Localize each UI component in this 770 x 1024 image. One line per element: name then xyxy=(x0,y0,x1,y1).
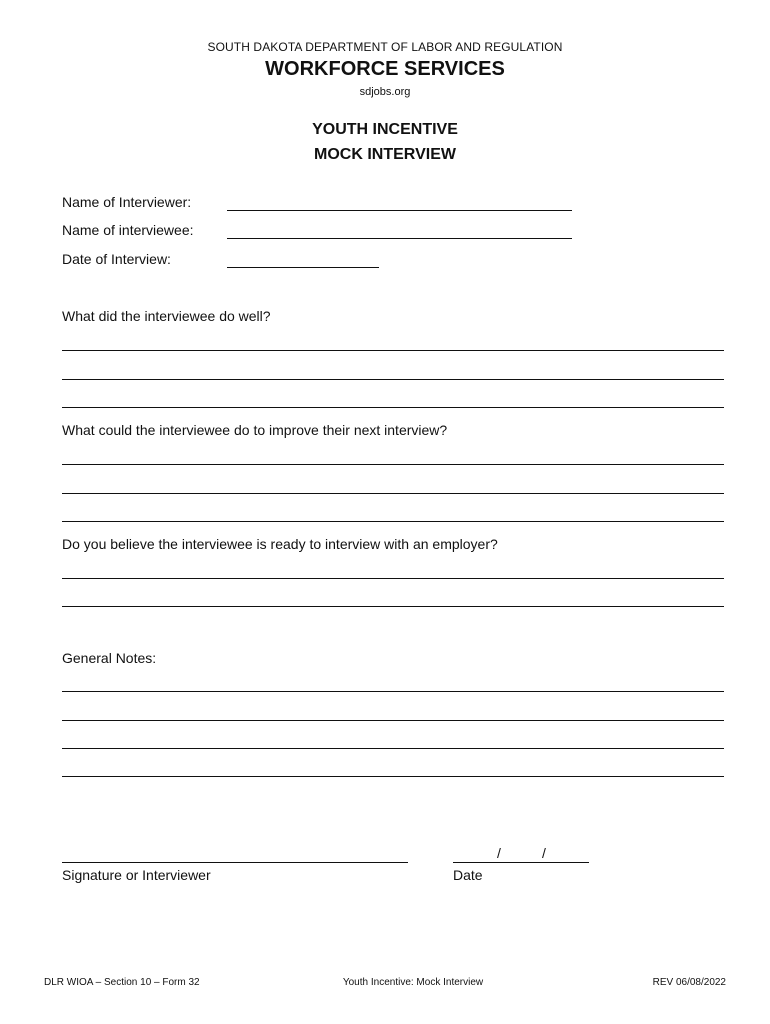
question-improve: What could the interviewee do to improve their next interview? xyxy=(62,422,448,438)
interviewer-name-line[interactable] xyxy=(227,210,572,211)
date-separator: / xyxy=(497,845,501,861)
agency-name: SOUTH DAKOTA DEPARTMENT OF LABOR AND REGULATION xyxy=(207,40,563,54)
answer-line[interactable] xyxy=(62,407,724,408)
answer-line[interactable] xyxy=(62,578,724,579)
footer-title: Youth Incentive: Mock Interview xyxy=(342,977,484,988)
division-name: WORKFORCE SERVICES xyxy=(265,58,505,80)
notes-line[interactable] xyxy=(62,748,724,749)
date-label: Date xyxy=(453,867,483,883)
notes-line[interactable] xyxy=(62,720,724,721)
signature-line[interactable] xyxy=(62,862,408,863)
interviewee-name-label: Name of interviewee: xyxy=(62,222,194,238)
date-separator: / xyxy=(542,845,546,861)
date-line[interactable] xyxy=(453,862,589,863)
interview-date-label: Date of Interview: xyxy=(62,251,171,267)
answer-line[interactable] xyxy=(62,493,724,494)
footer-revision: REV 06/08/2022 xyxy=(652,977,726,988)
question-did-well: What did the interviewee do well? xyxy=(62,308,271,324)
form-title-line1: YOUTH INCENTIVE xyxy=(312,121,458,138)
notes-line[interactable] xyxy=(62,691,724,692)
interviewer-name-label: Name of Interviewer: xyxy=(62,194,192,210)
notes-line[interactable] xyxy=(62,776,724,777)
signature-label: Signature or Interviewer xyxy=(62,867,211,883)
question-ready: Do you believe the interviewee is ready to interview with an employer? xyxy=(62,536,498,552)
footer-form-id: DLR WIOA – Section 10 – Form 32 xyxy=(44,977,200,988)
website: sdjobs.org xyxy=(359,86,411,98)
interview-date-line[interactable] xyxy=(227,267,379,268)
answer-line[interactable] xyxy=(62,379,724,380)
answer-line[interactable] xyxy=(62,521,724,522)
answer-line[interactable] xyxy=(62,606,724,607)
general-notes-label: General Notes: xyxy=(62,650,157,666)
answer-line[interactable] xyxy=(62,464,724,465)
interviewee-name-line[interactable] xyxy=(227,238,572,239)
form-title-line2: MOCK INTERVIEW xyxy=(314,146,456,163)
answer-line[interactable] xyxy=(62,350,724,351)
